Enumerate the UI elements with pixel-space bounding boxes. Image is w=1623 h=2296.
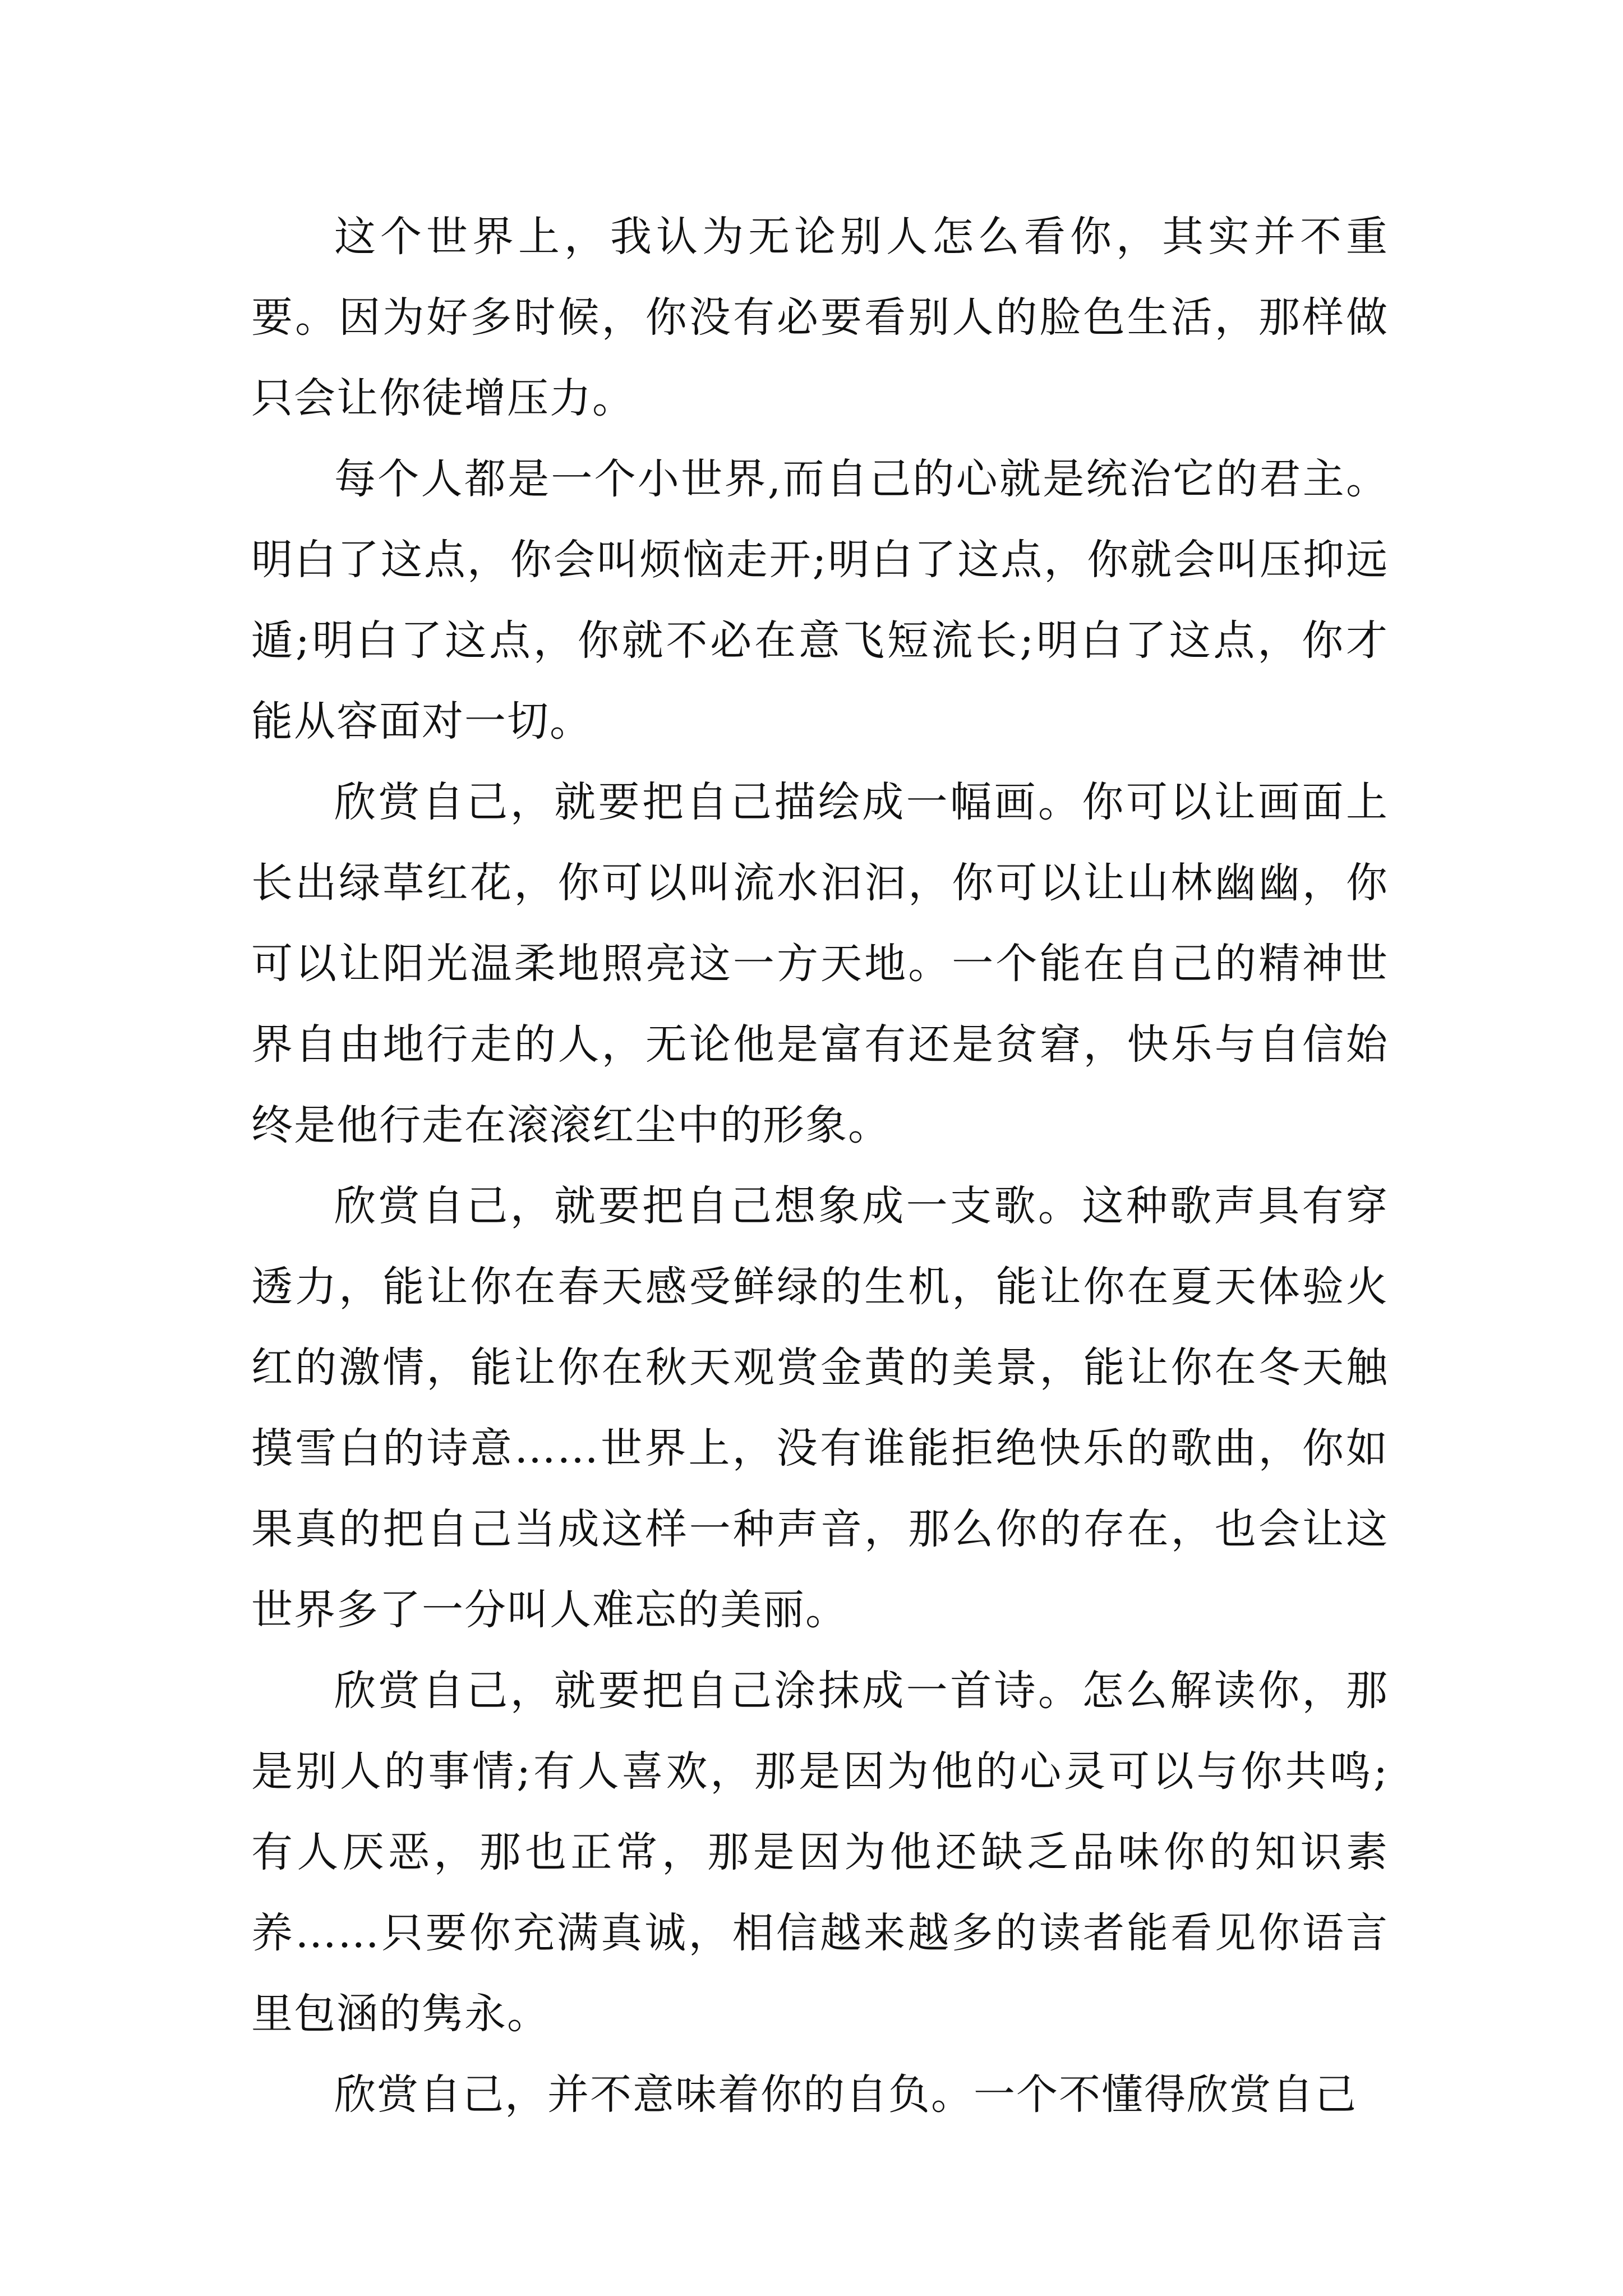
paragraph-5: 欣赏自己，就要把自己涂抹成一首诗。怎么解读你，那是别人的事情;有人喜欢，那是因为他的心灵可以与你共鸣;有人厌恶，那也正常，那是因为他还缺乏品味你的知识素养……只要你充满真诚，相信越来越多的读者能看见你语言里包涵的隽永。 <box>251 1667 1389 2038</box>
paragraph-6: 欣赏自己，并不意味着你的自负。一个不懂得欣赏自己 <box>334 2070 1357 2119</box>
paragraph-2: 每个人都是一个小世界,而自己的心就是统治它的君主。明白了这点，你会叫烦恼走开;明白了这点，你就会叫压抑远遁;明白了这点，你就不必在意飞短流长;明白了这点，你才能从容面对一切。 <box>251 455 1389 746</box>
document-body <box>251 196 1389 2135</box>
paragraph-4: 欣赏自己，就要把自己想象成一支歌。这种歌声具有穿透力，能让你在春天感受鲜绿的生机，能让你在夏天体验火红的激情，能让你在秋天观赏金黄的美景，能让你在冬天触摸雪白的诗意……世界上，没有谁能拒绝快乐的歌曲，你如果真的把自己当成这样一种声音，那么你的存在，也会让这世界多了一分叫人难忘的美丽。 <box>251 1182 1389 1634</box>
paragraph-3: 欣赏自己，就要把自己描绘成一幅画。你可以让画面上长出绿草红花，你可以叫流水汩汩，你可以让山林幽幽，你可以让阳光温柔地照亮这一方天地。一个能在自己的精神世界自由地行走的人，无论他是富有还是贫窘，快乐与自信始终是他行走在滚滚红尘中的形象。 <box>251 778 1389 1149</box>
paragraph-1: 这个世界上，我认为无论别人怎么看你，其实并不重要。因为好多时候，你没有必要看别人的脸色生活，那样做只会让你徒增压力。 <box>251 213 1389 422</box>
